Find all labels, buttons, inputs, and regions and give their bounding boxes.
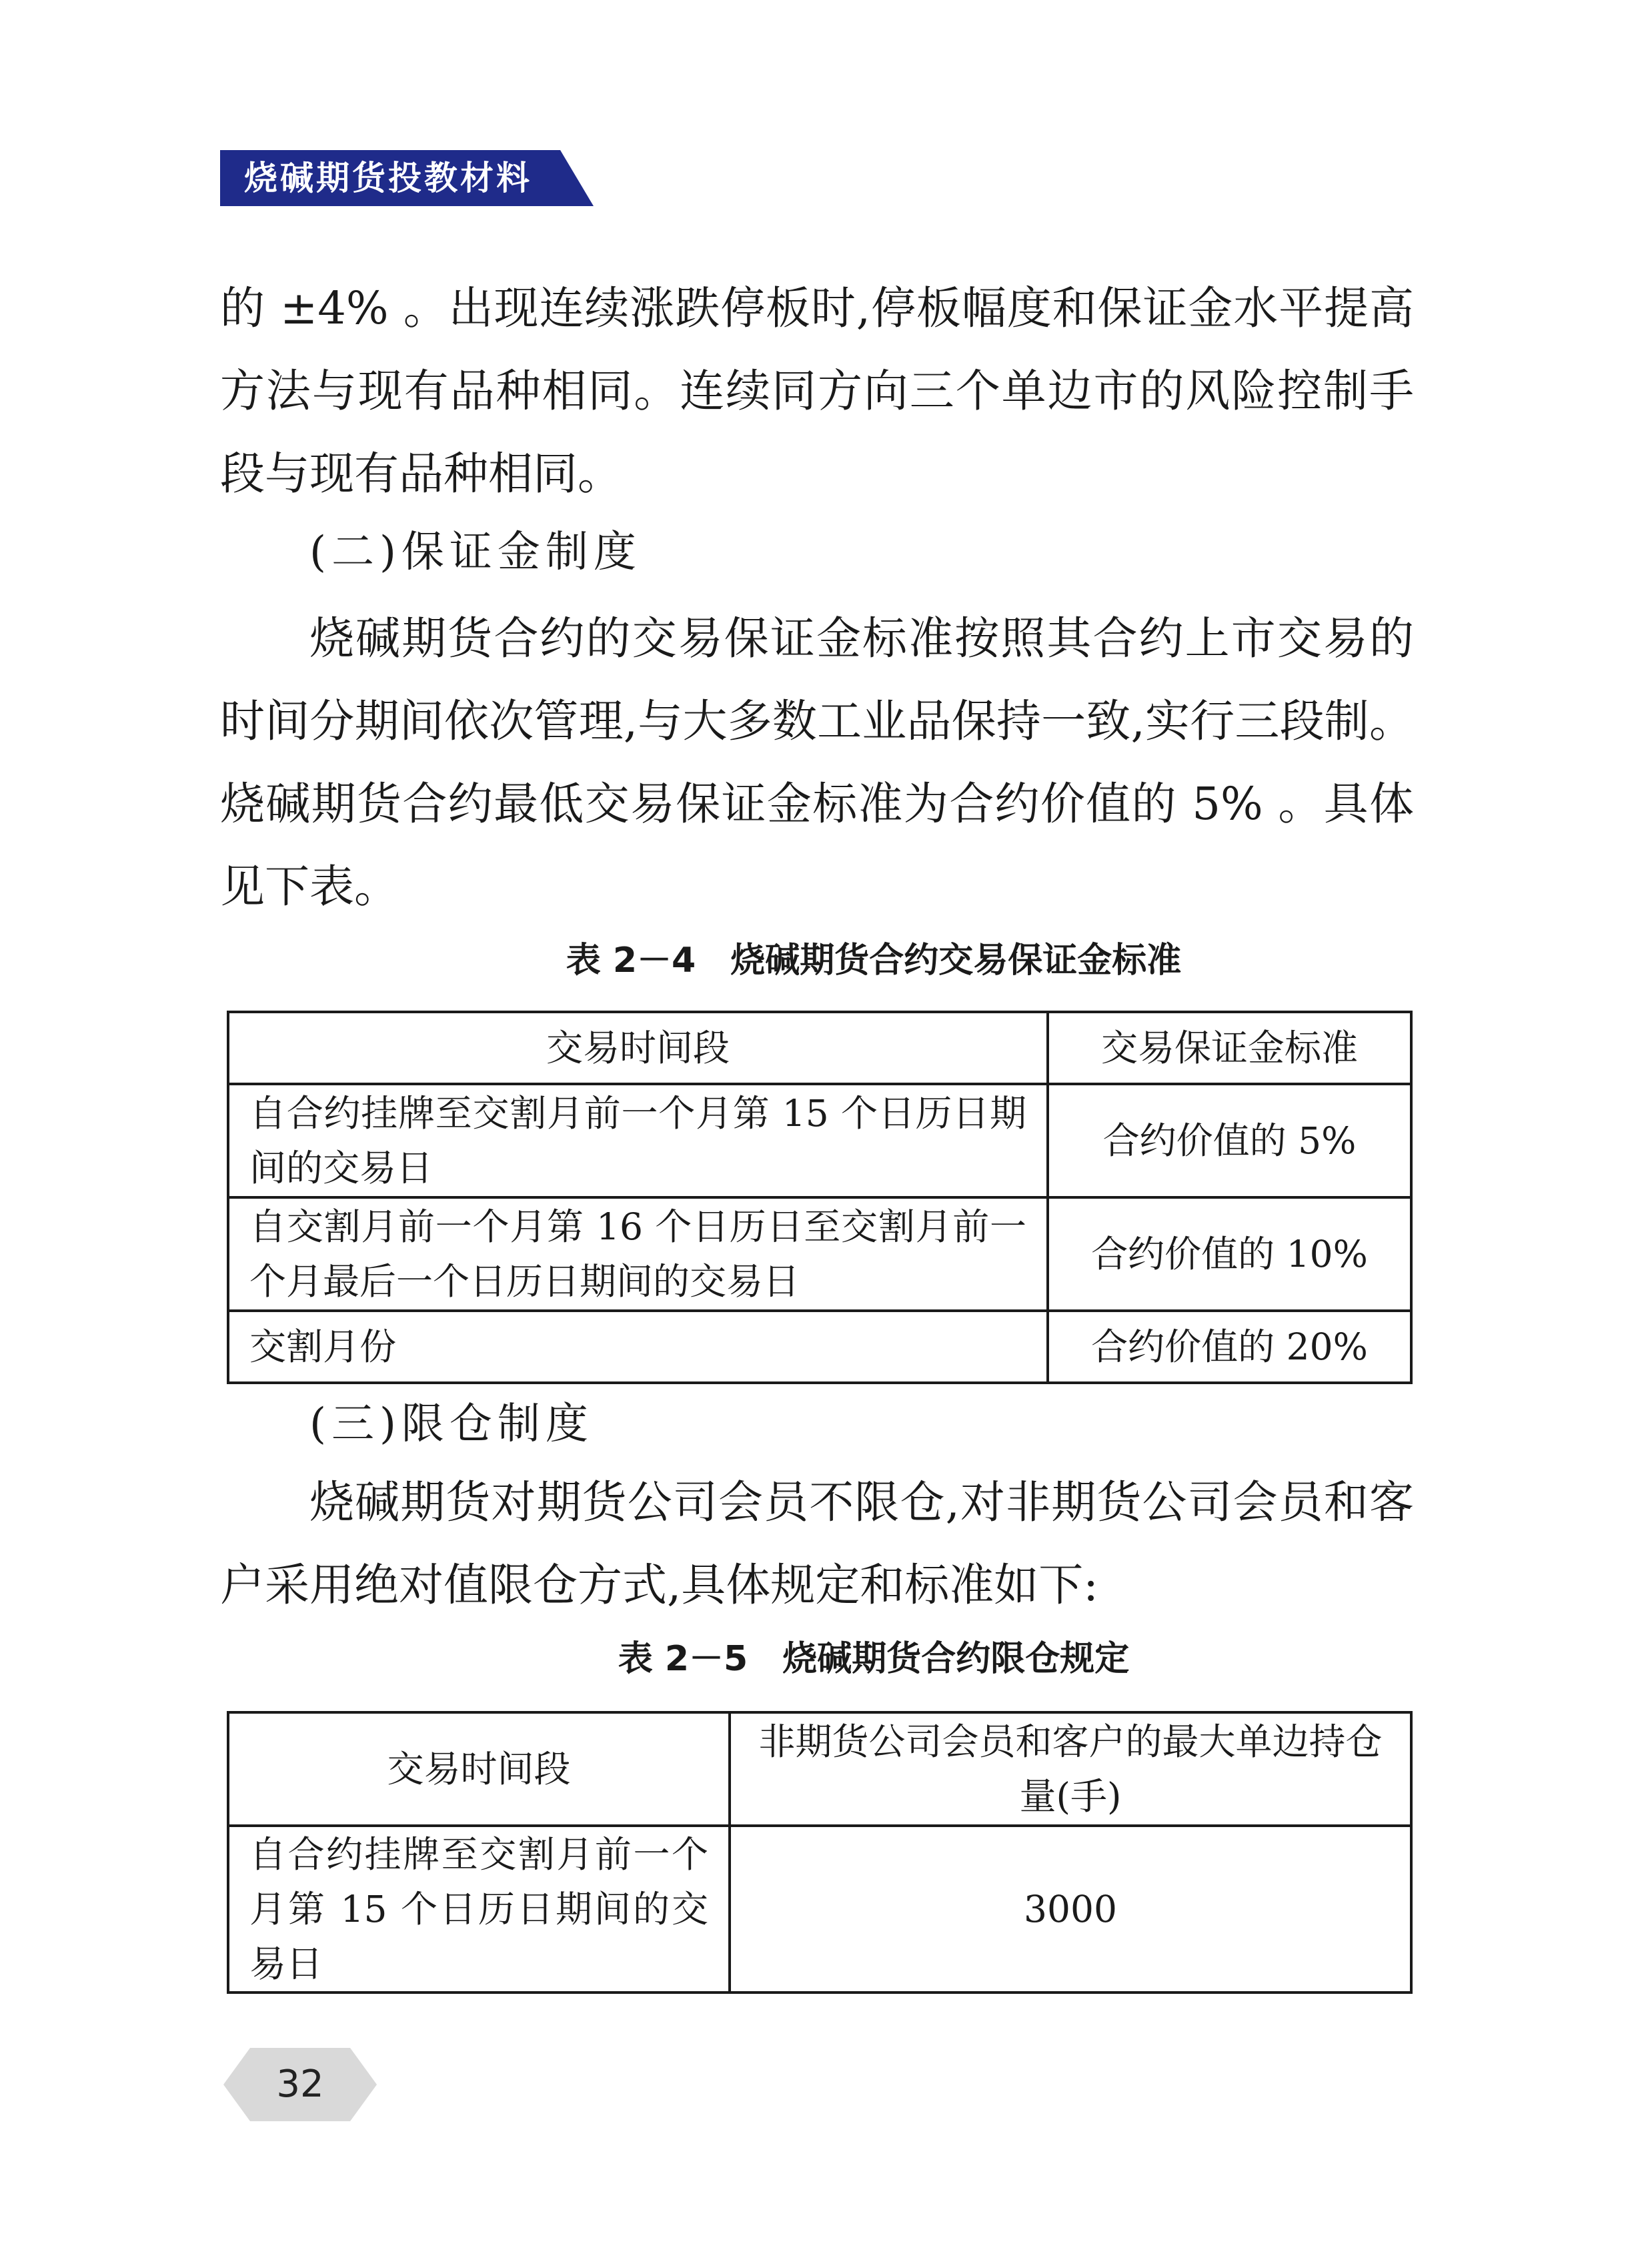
column-header: 交易时间段: [228, 1712, 730, 1826]
margin-standard-table: [227, 1011, 1413, 1384]
column-header: 交易保证金标准: [1048, 1012, 1411, 1084]
paragraph-position-limit: 烧碱期货对期货公司会员不限仓,对非期货公司会员和客户采用绝对值限仓方式,具体规定和标准如下:: [220, 1476, 1414, 1611]
table-row: [228, 1826, 1411, 1993]
page-number: 32: [276, 2063, 324, 2106]
table-caption-margin: 表 2－4 烧碱期货合约交易保证金标准: [566, 941, 1182, 981]
table-cell: 合约价值的 5%: [1048, 1084, 1411, 1197]
column-header: 非期货公司会员和客户的最大单边持仓量(手): [730, 1712, 1411, 1826]
table-row: [228, 1084, 1411, 1197]
table-cell: 3000: [730, 1826, 1411, 1993]
table-cell: 自合约挂牌至交割月前一个月第 15 个日历日期间的交易日: [228, 1084, 1048, 1197]
running-header: [220, 150, 594, 206]
column-header: 交易时间段: [228, 1012, 1048, 1084]
table-row: [228, 1311, 1411, 1383]
table-cell: 交割月份: [228, 1311, 1048, 1383]
table-header-row: [228, 1712, 1411, 1826]
table-caption-position-limit: 表 2－5 烧碱期货合约限仓规定: [618, 1639, 1130, 1679]
table-cell: 合约价值的 20%: [1048, 1311, 1411, 1383]
table-row: [228, 1197, 1411, 1311]
table-header-row: [228, 1012, 1411, 1084]
table-cell: 自交割月前一个月第 16 个日历日至交割月前一个月最后一个日历日期间的交易日: [228, 1197, 1048, 1311]
page-number-badge: [223, 2048, 377, 2121]
section-heading-margin: (二)保证金制度: [309, 528, 642, 577]
section-heading-position-limit: (三)限仓制度: [309, 1399, 594, 1449]
paragraph-margin: 烧碱期货合约的交易保证金标准按照其合约上市交易的时间分期间依次管理,与大多数工业品保持一致,实行三段制。烧碱期货合约最低交易保证金标准为合约价值的 5% 。具体见下表。: [220, 612, 1414, 913]
position-limit-table: [227, 1711, 1413, 1994]
book-title: 烧碱期货投教材料: [244, 159, 532, 197]
table-cell: 合约价值的 10%: [1048, 1197, 1411, 1311]
paragraph-price-limit: 的 ±4% 。出现连续涨跌停板时,停板幅度和保证金水平提高方法与现有品种相同。连续同方向三个单边市的风险控制手段与现有品种相同。: [220, 282, 1414, 500]
table-cell: 自合约挂牌至交割月前一个月第 15 个日历日期间的交易日: [228, 1826, 730, 1993]
